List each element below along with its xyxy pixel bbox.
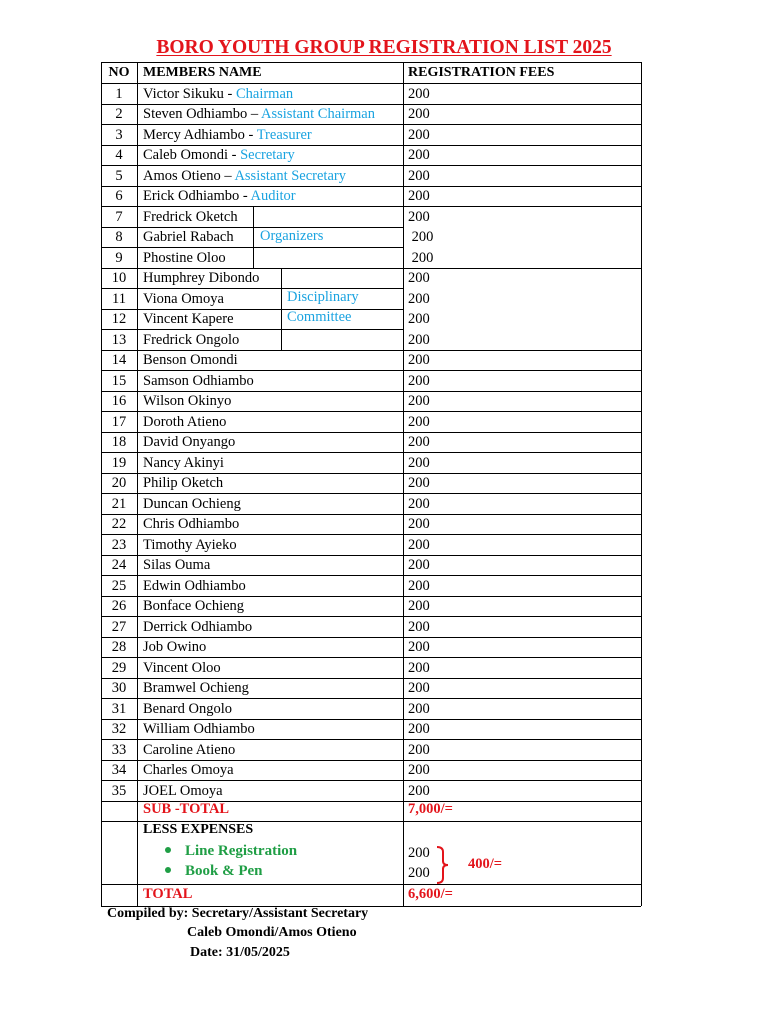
member-name-text: Fredrick Oketch (143, 208, 238, 225)
row-line (101, 350, 641, 351)
member-name-text: JOEL Omoya (143, 782, 223, 799)
member-name (143, 781, 223, 801)
row-line (101, 145, 641, 146)
registration-fee: 200 (408, 659, 430, 676)
member-name (143, 248, 226, 268)
member-name-text: Humphrey Dibondo (143, 270, 260, 286)
member-name (143, 330, 239, 350)
member-name (143, 637, 206, 657)
member-name-text: Steven Odhiambo – (143, 106, 262, 122)
registration-fee: 200 (408, 167, 430, 184)
member-name-text: William Odhiambo (143, 721, 255, 737)
member-name (143, 699, 232, 719)
registration-fee: 200 (408, 434, 430, 450)
row-line (101, 309, 403, 310)
bullet-icon (165, 847, 171, 853)
row-line (101, 884, 641, 885)
row-line (101, 124, 641, 125)
bullet-icon (165, 867, 171, 873)
member-name (143, 391, 231, 411)
row-line (101, 473, 641, 474)
registration-table (101, 62, 641, 906)
table-border (101, 62, 641, 63)
member-name (143, 719, 255, 739)
registration-fee: 200 (408, 454, 430, 471)
row-number: 11 (112, 290, 126, 307)
member-name-text: Bonface Ochieng (143, 598, 245, 614)
row-line (101, 83, 641, 84)
member-name-text: Mercy Adhiambo - (143, 126, 257, 143)
member-name-text: Charles Omoya (143, 762, 234, 778)
registration-fee: 200 (408, 577, 430, 594)
row-number: 5 (115, 167, 123, 184)
row-number: 12 (111, 311, 127, 327)
registration-fee: 200 (408, 188, 430, 204)
row-line (101, 534, 641, 535)
member-name-text: Victor Sikuku - (143, 85, 236, 102)
registration-fee: 200 (408, 762, 430, 778)
row-line (101, 596, 641, 597)
group-divider (253, 206, 254, 268)
expense-amount: 200 (408, 865, 430, 881)
row-number: 2 (115, 106, 123, 122)
registration-fee: 200 (408, 290, 430, 307)
member-name (143, 617, 252, 637)
member-name-text: Derrick Odhiambo (143, 618, 253, 635)
member-name (143, 453, 224, 473)
registration-fee: 200 (408, 741, 430, 758)
row-line (101, 637, 641, 638)
member-name-text: Fredrick Ongolo (143, 331, 240, 348)
row-number: 31 (111, 700, 127, 717)
registration-fee: 200 (408, 700, 430, 717)
member-name (143, 104, 375, 124)
member-name (143, 473, 223, 493)
member-name-text: Benson Omondi (143, 352, 238, 368)
member-name (143, 125, 312, 145)
member-name (143, 186, 296, 206)
member-role: Treasurer (256, 126, 312, 143)
row-line (101, 678, 641, 679)
member-name (143, 207, 238, 227)
member-name (143, 84, 293, 104)
member-name (143, 760, 234, 780)
member-name-text: Caroline Atieno (143, 741, 236, 758)
header-members-name: MEMBERS NAME (143, 65, 262, 80)
header-registration-fees: REGISTRATION FEES (408, 65, 555, 80)
member-role: Assistant Secretary (234, 167, 346, 184)
member-name (143, 678, 249, 698)
expense-amount: 200 (408, 845, 430, 861)
group-label-organizers: Organizers (260, 228, 324, 244)
member-name-text: Duncan Ochieng (143, 495, 241, 512)
member-name (143, 166, 346, 186)
registration-fee: 200 (408, 598, 430, 614)
member-name (143, 371, 254, 391)
member-name (143, 658, 221, 678)
group-label-committee: Committee (287, 309, 352, 325)
member-name-text: Philip Oketch (143, 475, 224, 491)
member-name-text: David Onyango (143, 434, 236, 450)
row-line (101, 411, 641, 412)
right-brace-icon (435, 846, 451, 884)
row-number: 29 (111, 659, 127, 676)
member-name-text: Bramwel Ochieng (143, 680, 249, 696)
row-line (101, 780, 641, 781)
row-number: 35 (111, 782, 127, 799)
subtotal-value: 7,000/= (408, 801, 453, 817)
row-line (101, 514, 641, 515)
member-name (143, 535, 237, 555)
row-number: 18 (111, 434, 127, 450)
row-number: 19 (111, 454, 127, 471)
member-name (143, 494, 241, 514)
registration-fee: 200 (408, 331, 430, 348)
row-line (101, 206, 641, 207)
member-name-text: Vincent Kapere (143, 311, 234, 327)
member-name-text: Edwin Odhiambo (143, 577, 246, 594)
row-number: 28 (111, 639, 127, 655)
member-name-text: Wilson Okinyo (143, 393, 232, 409)
member-name (143, 740, 235, 760)
member-name (143, 596, 244, 616)
row-number: 20 (111, 475, 127, 491)
row-number: 4 (115, 147, 123, 163)
row-line (101, 719, 641, 720)
registration-fee: 200 (408, 311, 430, 327)
compiler-names: Caleb Omondi/Amos Otieno (187, 925, 357, 940)
registration-fee: 200 (408, 208, 430, 225)
registration-fee: 200 (408, 495, 430, 512)
row-line (101, 165, 641, 166)
registration-fee: 200 (408, 126, 430, 143)
registration-fee: 200 (408, 106, 430, 122)
member-name-text: Chris Odhiambo (143, 516, 240, 532)
row-line (101, 247, 403, 248)
row-line (101, 391, 641, 392)
registration-fee: 200 (408, 372, 430, 389)
member-name-text: Caleb Omondi - (143, 147, 241, 163)
registration-fee: 200 (408, 270, 430, 286)
member-name-text: Nancy Akinyi (143, 454, 224, 471)
member-name (143, 268, 259, 288)
row-number: 15 (111, 372, 127, 389)
member-name-text: Doroth Atieno (143, 413, 227, 430)
registration-fee: 200 (408, 557, 430, 573)
row-number: 22 (111, 516, 127, 532)
row-line (101, 227, 403, 228)
row-line (101, 760, 641, 761)
row-number: 13 (111, 331, 127, 348)
row-number: 23 (111, 536, 127, 553)
registration-fee: 200 (408, 475, 430, 491)
registration-fee: 200 (408, 536, 430, 553)
member-name (143, 350, 238, 370)
row-number: 16 (111, 393, 127, 409)
member-name (143, 412, 226, 432)
row-line (101, 657, 641, 658)
row-number: 17 (111, 413, 127, 430)
member-role: Secretary (240, 147, 295, 163)
row-line (101, 268, 641, 269)
member-name (143, 555, 210, 575)
row-number: 32 (111, 721, 127, 737)
group-label-disciplinary: Disciplinary (287, 289, 359, 305)
row-number: 1 (115, 85, 123, 102)
registration-fee: 200 (408, 229, 434, 245)
member-name-text: Phostine Oloo (143, 249, 226, 266)
registration-fee: 200 (408, 393, 430, 409)
row-number: 33 (111, 741, 127, 758)
header-no: NO (108, 65, 130, 80)
row-number: 6 (115, 188, 123, 204)
row-number: 24 (111, 557, 127, 573)
member-name-text: Silas Ouma (143, 557, 211, 573)
member-name-text: Timothy Ayieko (143, 536, 237, 553)
less-expenses-label: LESS EXPENSES (143, 822, 254, 837)
member-name-text: Amos Otieno – (143, 167, 235, 184)
registration-fee: 200 (408, 352, 430, 368)
row-line (101, 801, 641, 802)
registration-fee: 200 (408, 249, 434, 266)
row-line (101, 493, 641, 494)
registration-fee: 200 (408, 618, 430, 635)
row-number: 8 (115, 229, 123, 245)
member-name-text: Job Owino (143, 639, 207, 655)
member-name-text: Benard Ongolo (143, 700, 232, 717)
member-name (143, 309, 234, 329)
row-number: 3 (115, 126, 123, 143)
registration-fee: 200 (408, 147, 430, 163)
registration-fee: 200 (408, 680, 430, 696)
member-name-text: Samson Odhiambo (143, 372, 254, 389)
registration-fee: 200 (408, 413, 430, 430)
row-line (101, 370, 641, 371)
member-name-text: Viona Omoya (143, 290, 224, 307)
total-label: TOTAL (143, 886, 193, 902)
document-title: BORO YOUTH GROUP REGISTRATION LIST 2025 (156, 37, 612, 58)
row-line (101, 616, 641, 617)
registration-fee: 200 (408, 516, 430, 532)
row-number: 7 (115, 208, 123, 225)
row-number: 30 (111, 680, 127, 696)
member-name-text: Vincent Oloo (143, 659, 221, 676)
member-name-text: Gabriel Rabach (143, 229, 234, 245)
member-role: Chairman (235, 85, 294, 102)
compiled-date: Date: 31/05/2025 (190, 945, 290, 960)
row-line (101, 432, 641, 433)
expenses-total: 400/= (468, 856, 503, 872)
row-line (101, 555, 641, 556)
member-name (143, 432, 235, 452)
member-name (143, 145, 295, 165)
subtotal-label: SUB -TOTAL (143, 801, 230, 817)
row-number: 34 (111, 762, 127, 778)
member-name (143, 576, 246, 596)
compiled-by: Compiled by: Secretary/Assistant Secretary (107, 906, 369, 921)
member-role: Auditor (250, 188, 296, 204)
row-number: 27 (111, 618, 127, 635)
row-line (101, 288, 403, 289)
row-line (101, 575, 641, 576)
row-number: 25 (111, 577, 127, 594)
row-number: 9 (115, 249, 123, 266)
registration-fee: 200 (408, 639, 430, 655)
expense-item-book-pen: Book & Pen (165, 861, 263, 881)
member-name (143, 514, 239, 534)
row-line (101, 452, 641, 453)
row-line (101, 698, 641, 699)
member-name (143, 227, 234, 247)
row-line (101, 186, 641, 187)
row-number: 21 (111, 495, 127, 512)
table-border (641, 62, 642, 906)
row-line (101, 739, 641, 740)
group-divider (281, 268, 282, 350)
row-number: 26 (111, 598, 127, 614)
member-role: Assistant Chairman (261, 106, 375, 122)
expense-item-line-registration: Line Registration (165, 841, 297, 861)
row-number: 10 (111, 270, 127, 286)
row-number: 14 (111, 352, 127, 368)
member-name (143, 289, 224, 309)
registration-fee: 200 (408, 85, 430, 102)
member-name-text: Erick Odhiambo - (143, 188, 251, 204)
row-line (101, 104, 641, 105)
row-line (101, 329, 403, 330)
row-line (101, 821, 641, 822)
registration-fee: 200 (408, 782, 430, 799)
total-value: 6,600/= (408, 886, 453, 902)
registration-fee: 200 (408, 721, 430, 737)
